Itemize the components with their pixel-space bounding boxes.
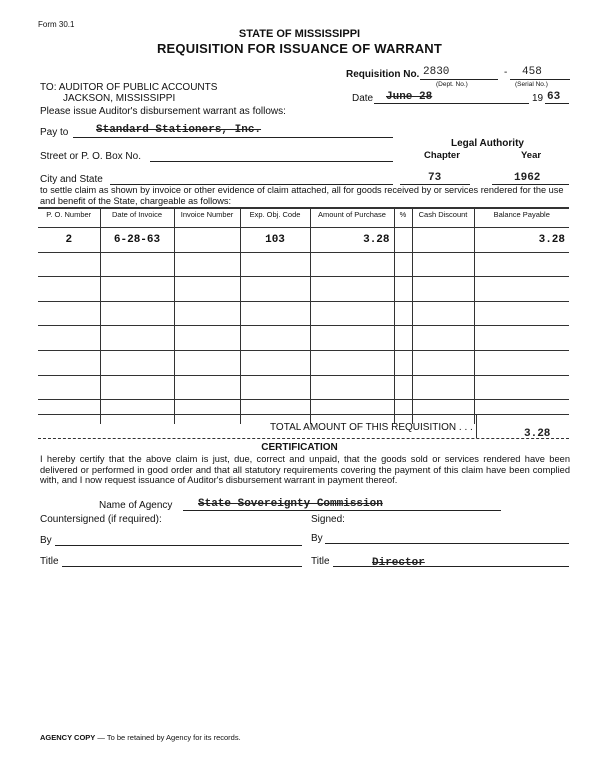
chapter-label: Chapter xyxy=(424,150,460,161)
total-top-rule xyxy=(38,414,569,415)
col-amount-of-purchase: Amount of Purchase xyxy=(310,208,394,228)
dash-separator: - xyxy=(504,67,508,78)
cell-amount: 3.28 xyxy=(310,228,394,253)
year-auth-value: 1962 xyxy=(514,172,541,184)
cell-date: 6-28-63 xyxy=(100,228,174,253)
date-label: Date xyxy=(352,93,374,104)
state-heading: STATE OF MISSISSIPPI xyxy=(238,28,361,40)
agency-copy-label: AGENCY COPY xyxy=(40,733,96,742)
table-row xyxy=(38,228,569,253)
pay-to-label: Pay to xyxy=(40,127,69,138)
table-row xyxy=(38,400,569,424)
total-value: 3.28 xyxy=(524,428,551,440)
to-line: TO: AUDITOR OF PUBLIC ACCOUNTS xyxy=(40,82,218,93)
agency-copy-note: — To be retained by Agency for its records. xyxy=(97,733,241,742)
serial-no-value: 458 xyxy=(522,66,542,78)
col-po-number: P. O. Number xyxy=(38,208,100,228)
cell-balance: 3.28 xyxy=(474,228,569,253)
city-state-label: City and State xyxy=(40,174,103,185)
dept-no-line xyxy=(420,79,498,80)
agency-value: State Sovereignty Commission xyxy=(198,498,383,510)
certification-text: I hereby certify that the above claim is just, due, correct and unpaid, that the goods sold or services rendered have been delivered or performed in good order and that all statutory requirements covering the payment of this claim have been complied with, and I now request issuance of Auditor's disbursement warrant in payment thereof. xyxy=(40,454,570,486)
date-line xyxy=(374,103,529,104)
title-value-right: Director xyxy=(372,557,425,569)
table-row xyxy=(38,350,569,375)
col-invoice-number: Invoice Number xyxy=(174,208,240,228)
year-prefix: 19 xyxy=(532,93,544,104)
serial-no-line xyxy=(510,79,570,80)
serial-no-caption: (Serial No.) xyxy=(515,81,548,88)
charges-table xyxy=(38,207,569,424)
form-number: Form 30.1 xyxy=(38,20,75,29)
cell-invoice xyxy=(174,228,240,253)
table-row xyxy=(38,277,569,302)
cell-po: 2 xyxy=(38,228,100,253)
chapter-value: 73 xyxy=(428,172,442,184)
dept-no-value: 2830 xyxy=(423,66,450,78)
table-row xyxy=(38,301,569,326)
requisition-label: Requisition No. xyxy=(346,69,420,80)
col-balance-payable: Balance Payable xyxy=(474,208,569,228)
year-line xyxy=(545,103,569,104)
pay-to-line xyxy=(73,137,393,138)
title-label-right: Title xyxy=(311,556,330,567)
dept-no-caption: (Dept. No.) xyxy=(436,81,468,88)
street-label: Street or P. O. Box No. xyxy=(40,151,141,162)
total-label: TOTAL AMOUNT OF THIS REQUISITION . . . xyxy=(270,422,473,433)
instruction-text: Please issue Auditor's disbursement warrant as follows: xyxy=(40,106,286,117)
agency-line xyxy=(183,510,501,511)
footer-note xyxy=(40,733,241,742)
title-line-right xyxy=(333,566,569,567)
signed-label: Signed: xyxy=(311,514,345,525)
year-label: Year xyxy=(521,150,542,161)
col-cash-discount: Cash Discount xyxy=(412,208,474,228)
settle-text: to settle claim as shown by invoice or other evidence of claim attached, all for goods received by or services rendered for the use and benefit of the State, chargeable as follows: xyxy=(40,185,564,206)
city-line: JACKSON, MISSISSIPPI xyxy=(63,93,176,104)
by-line-right xyxy=(325,543,569,544)
form-title: REQUISITION FOR ISSUANCE OF WARRANT xyxy=(156,41,443,56)
year-value: 63 xyxy=(547,91,561,103)
legal-authority-heading: Legal Authority xyxy=(451,138,524,149)
by-label-left: By xyxy=(40,535,52,546)
date-value: June 28 xyxy=(386,91,433,103)
col-date-of-invoice: Date of Invoice xyxy=(100,208,174,228)
countersigned-label: Countersigned (if required): xyxy=(40,514,162,525)
col-percent: % xyxy=(394,208,412,228)
pay-to-value: Standard Stationers, Inc. xyxy=(96,124,262,136)
agency-label: Name of Agency xyxy=(99,500,173,511)
by-label-right: By xyxy=(311,533,323,544)
title-line-left xyxy=(62,566,302,567)
table-row xyxy=(38,252,569,277)
by-line-left xyxy=(55,545,302,546)
total-bottom-rule xyxy=(38,438,569,439)
certification-heading: CERTIFICATION xyxy=(261,442,338,453)
col-exp-obj-code: Exp. Obj. Code xyxy=(240,208,310,228)
cell-code: 103 xyxy=(240,228,310,253)
table-row xyxy=(38,326,569,351)
street-line xyxy=(150,161,393,162)
total-divider xyxy=(476,414,477,438)
table-row xyxy=(38,375,569,400)
cell-pct xyxy=(394,228,412,253)
title-label-left: Title xyxy=(40,556,59,567)
cell-discount xyxy=(412,228,474,253)
